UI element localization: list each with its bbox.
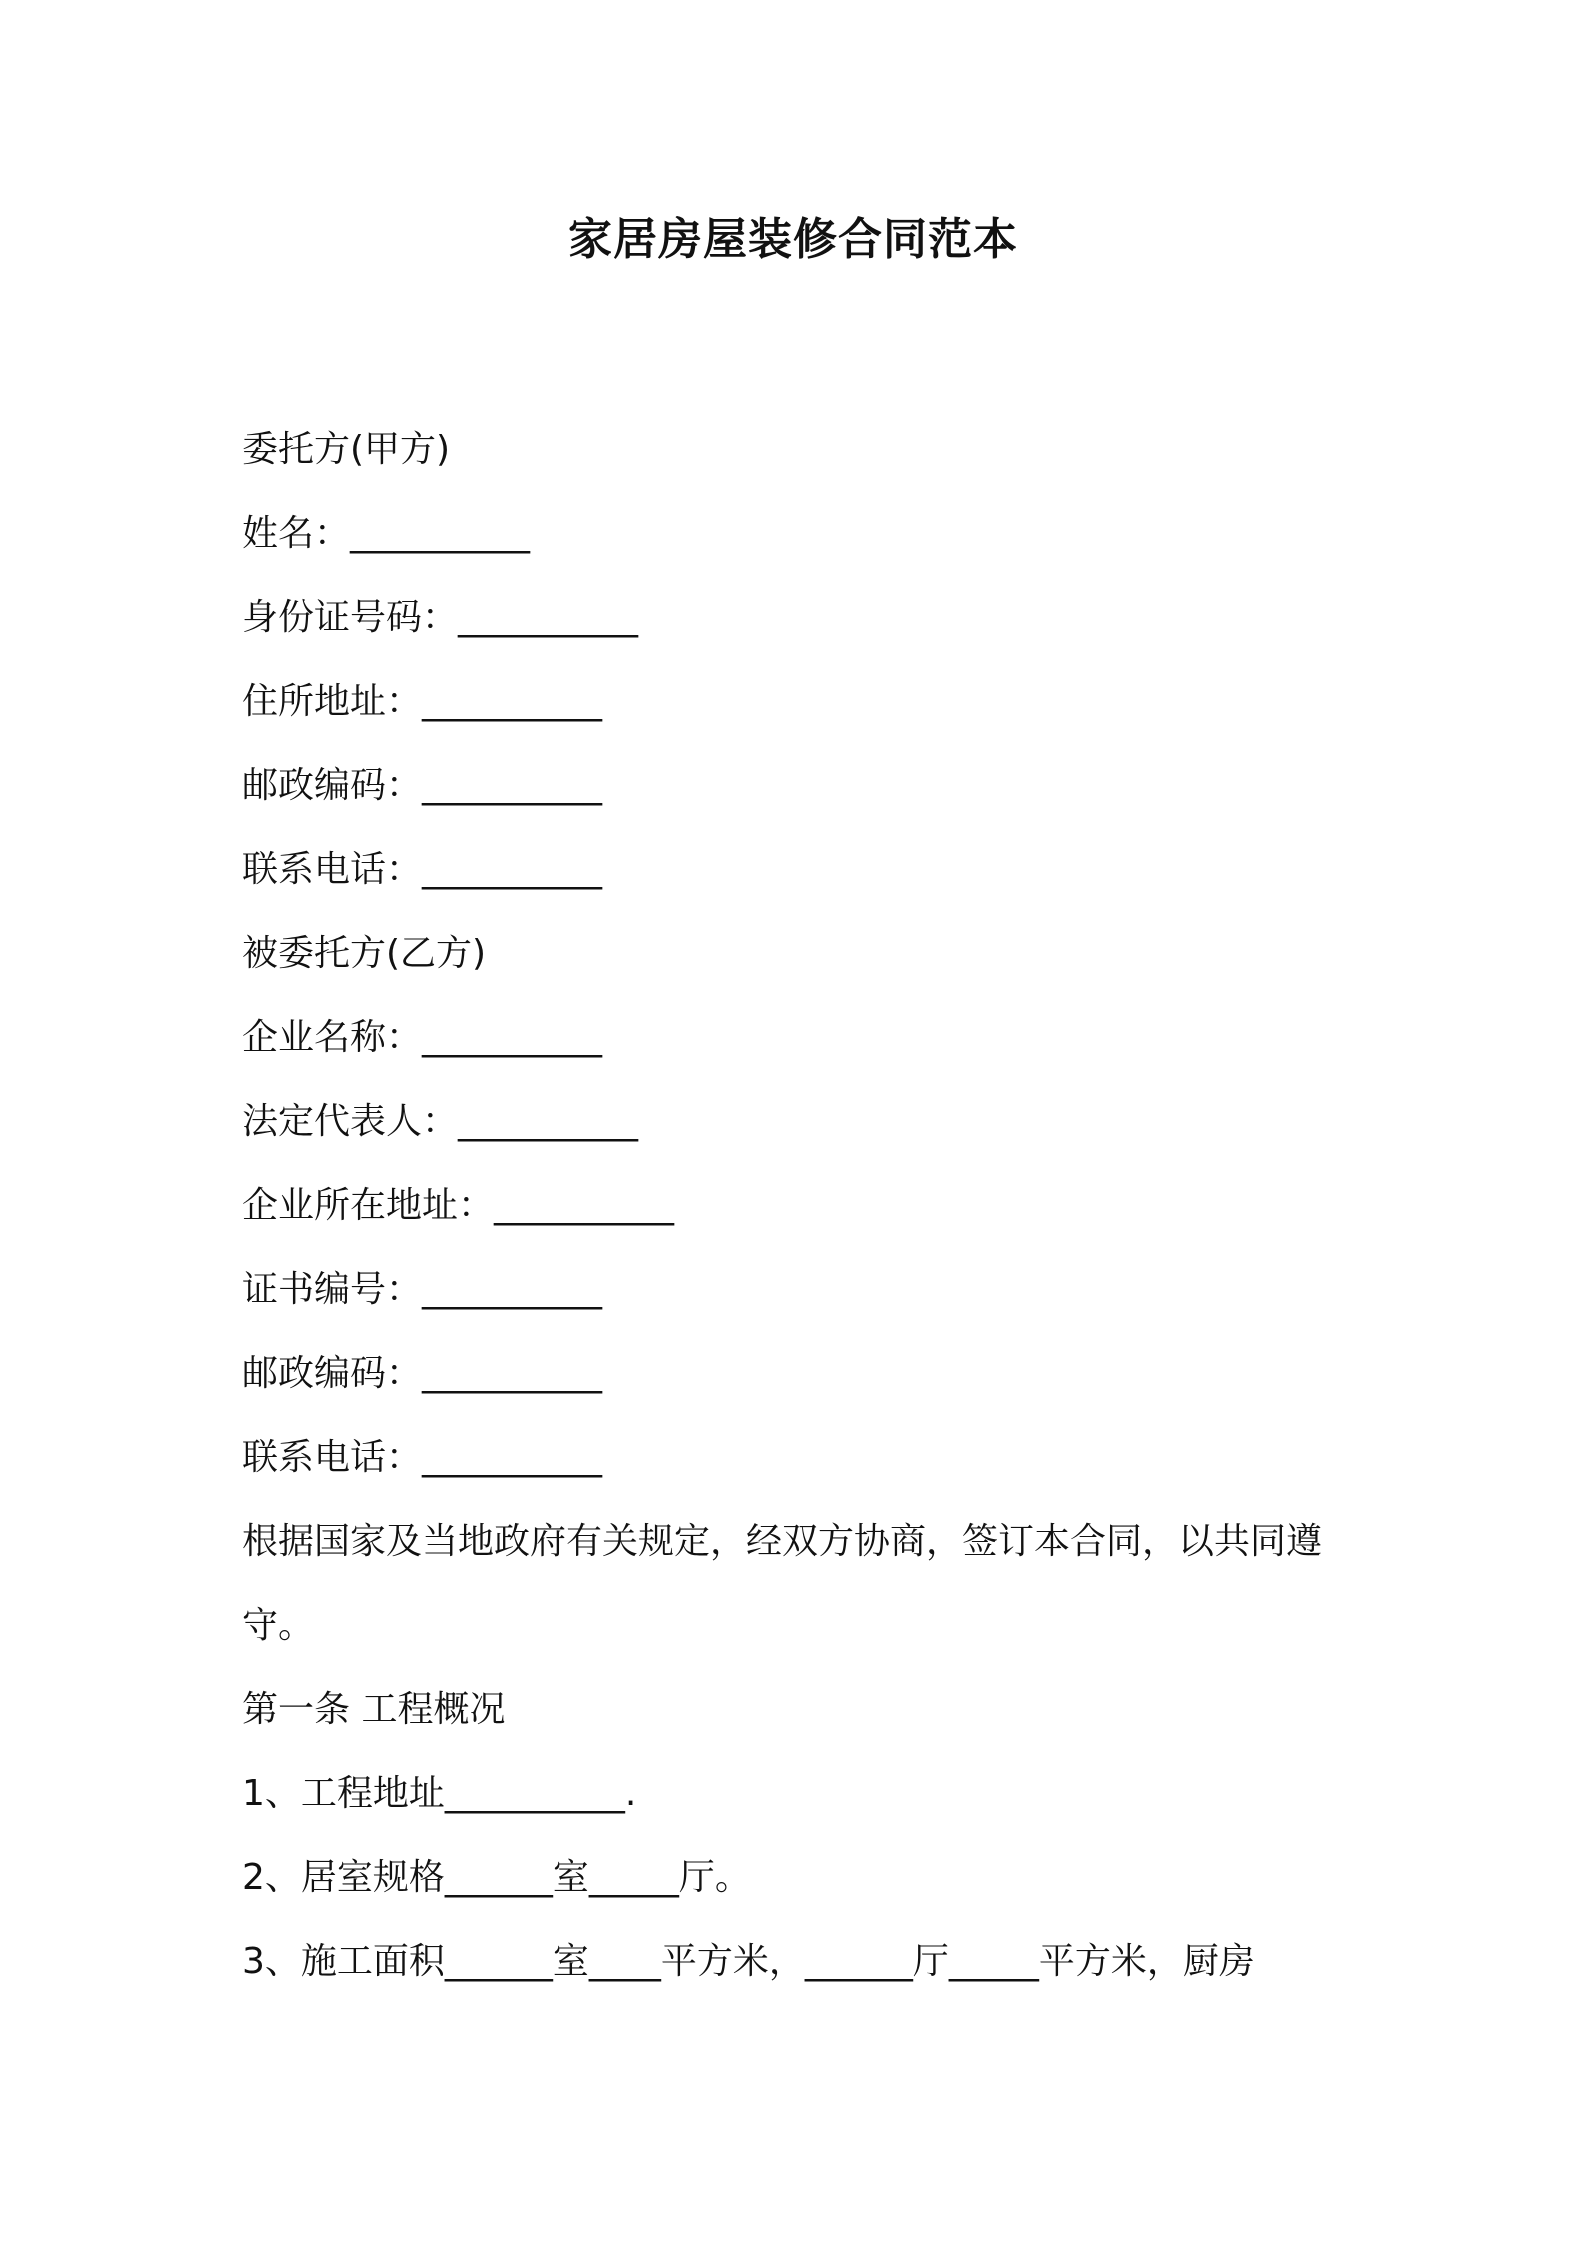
document-title: 家居房屋装修合同范本 bbox=[568, 214, 1018, 265]
preamble-line-2: 守。 bbox=[242, 1605, 315, 1646]
party-a-address-field: 住所地址：__________ bbox=[242, 681, 603, 722]
party-a-id-number-field: 身份证号码：__________ bbox=[242, 597, 639, 638]
article-1-heading: 第一条 工程概况 bbox=[242, 1689, 506, 1730]
party-b-certificate-number-field: 证书编号：__________ bbox=[242, 1269, 603, 1310]
clause-project-address: 1、工程地址__________. bbox=[242, 1773, 637, 1814]
party-b-postcode-field: 邮政编码：__________ bbox=[242, 1353, 603, 1394]
party-a-postcode-field: 邮政编码：__________ bbox=[242, 765, 603, 806]
party-a-heading: 委托方(甲方) bbox=[242, 429, 451, 470]
preamble-line-1: 根据国家及当地政府有关规定，经双方协商，签订本合同，以共同遵 bbox=[242, 1521, 1323, 1562]
party-b-company-name-field: 企业名称：__________ bbox=[242, 1017, 603, 1058]
party-b-company-address-field: 企业所在地址：__________ bbox=[242, 1185, 675, 1226]
party-a-phone-field: 联系电话：__________ bbox=[242, 849, 603, 890]
party-b-phone-field: 联系电话：__________ bbox=[242, 1437, 603, 1478]
clause-room-layout: 2、居室规格______室_____厅。 bbox=[242, 1857, 751, 1898]
clause-construction-area: 3、施工面积______室____平方米，______厅_____平方米，厨房 bbox=[242, 1941, 1255, 1982]
party-b-legal-representative-field: 法定代表人：__________ bbox=[242, 1101, 639, 1142]
party-a-name-field: 姓名：__________ bbox=[242, 513, 531, 554]
party-b-heading: 被委托方(乙方) bbox=[242, 933, 487, 974]
document-body bbox=[242, 408, 1362, 2004]
